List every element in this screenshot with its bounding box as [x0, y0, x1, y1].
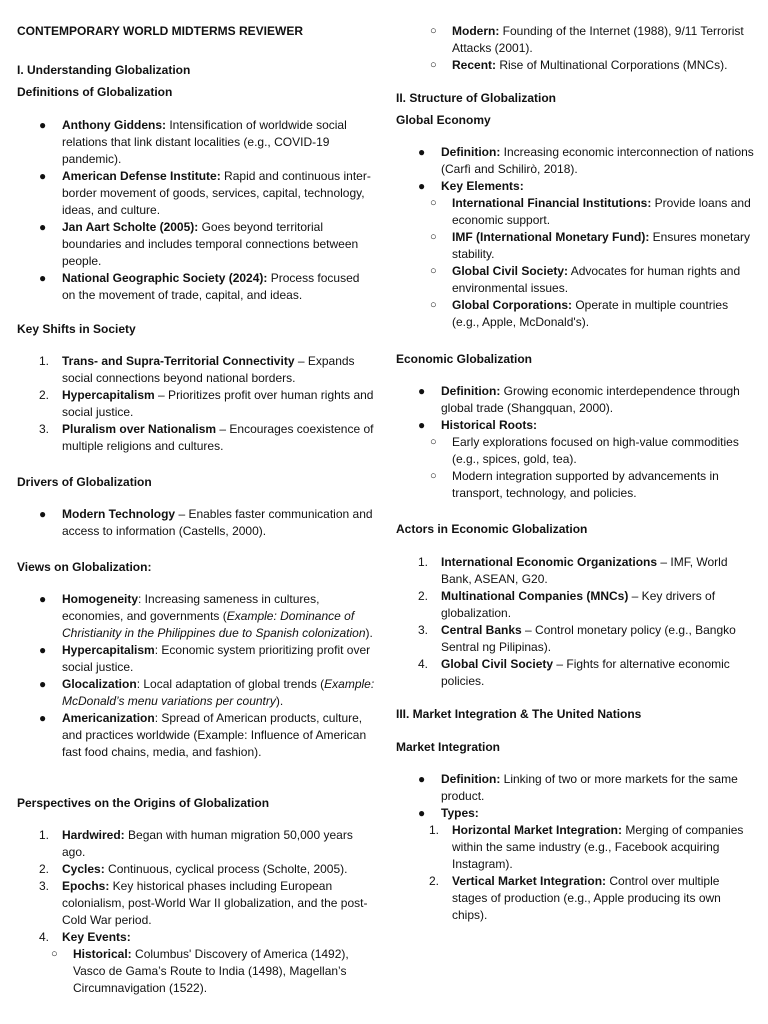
list-item: ● Modern Technology – Enables faster communication and access to information (Castells, 2000). [39, 507, 373, 538]
bullet-icon: ● [39, 507, 47, 521]
list-item: ● Key Elements: [418, 179, 524, 193]
market-integration-heading: Market Integration [396, 740, 501, 754]
list-item: ○ Modern: Founding of the Internet (1988), 9/11 Terrorist Attacks (2001). [430, 24, 744, 55]
economic-globalization-heading: Economic Globalization [396, 352, 533, 366]
circle-bullet-icon: ○ [430, 470, 437, 482]
list-item: ● Definition: Increasing economic interconnection of nations (Carfì and Schilirò, 2018). [418, 145, 754, 176]
economic-globalization-list [396, 383, 754, 502]
list-item: ○ Modern integration supported by advancements in transport, technology, and policies. [430, 469, 719, 500]
actors-list [396, 554, 754, 690]
views-list [17, 591, 375, 761]
list-item: ○ IMF (International Monetary Fund): Ensures monetary stability. [430, 230, 751, 261]
definitions-heading: Definitions of Globalization [17, 85, 173, 99]
circle-bullet-icon: ○ [430, 436, 437, 448]
list-item: ○ Recent: Rise of Multinational Corporations (MNCs). [430, 58, 728, 72]
bullet-icon: ● [418, 145, 426, 159]
actors-heading: Actors in Economic Globalization [396, 522, 588, 536]
list-item: ● Types: [418, 806, 479, 820]
list-item: ● Historical Roots: [418, 418, 538, 432]
list-item: ○ Global Civil Society: Advocates for human rights and environmental issues. [430, 264, 741, 295]
list-item: ● Definition: Growing economic interdependence through global trade (Shangquan, 2000). [418, 384, 740, 415]
circle-bullet-icon: ○ [430, 25, 437, 37]
bullet-icon: ● [418, 179, 426, 193]
list-item: ● Jan Aart Scholte (2005): Goes beyond territorial boundaries and includes temporal connections between people. [39, 220, 359, 268]
bullet-icon: ● [418, 806, 426, 820]
bullet-icon: ● [39, 271, 47, 285]
market-integration-list [396, 771, 754, 924]
bullet-icon: ● [418, 384, 426, 398]
drivers-list [17, 506, 375, 540]
list-item: 1. International Economic Organizations – IMF, World Bank, ASEAN, G20. [418, 555, 728, 586]
list-item: 2. Vertical Market Integration: Control over multiple stages of production (e.g., Apple producing its own chips). [429, 874, 721, 922]
list-item: 2. Multinational Companies (MNCs) – Key drivers of globalization. [418, 589, 716, 620]
views-heading: Views on Globalization: [17, 560, 152, 574]
bullet-icon: ● [39, 169, 47, 183]
list-item: ● Hypercapitalism: Economic system prioritizing profit over social justice. [39, 643, 371, 674]
circle-bullet-icon: ○ [51, 948, 58, 960]
document-title: CONTEMPORARY WORLD MIDTERMS REVIEWER [17, 24, 304, 38]
circle-bullet-icon: ○ [430, 299, 437, 311]
list-item: ● National Geographic Society (2024): Process focused on the movement of trade, capital, and ideas. [39, 271, 360, 302]
list-item: ○ International Financial Institutions: Provide loans and economic support. [430, 196, 751, 227]
list-item: ● Homogeneity: Increasing sameness in cultures, economies, and governments (Example: Dominance of Christianity in the Philippines due to Spanish colonization). [39, 592, 373, 640]
definitions-list [17, 117, 375, 304]
section-heading-3: III. Market Integration & The United Nations [396, 707, 642, 721]
circle-bullet-icon: ○ [430, 231, 437, 243]
bullet-icon: ● [418, 418, 426, 432]
list-item: 2. Hypercapitalism – Prioritizes profit over human rights and social justice. [39, 388, 374, 419]
list-item: ● American Defense Institute: Rapid and continuous inter-border movement of goods, services, capital, technology, ideas, and culture. [39, 169, 371, 217]
list-item: 2. Cycles: Continuous, cyclical process (Scholte, 2005). [39, 862, 348, 876]
drivers-heading: Drivers of Globalization [17, 475, 152, 489]
list-item: ● Definition: Linking of two or more markets for the same product. [418, 772, 738, 803]
origins-list [17, 827, 375, 997]
global-economy-list [396, 144, 754, 331]
list-item: ● Americanization: Spread of American products, culture, and practices worldwide (Example: Influence of American fast food chains, media, and fashion). [39, 711, 367, 759]
bullet-icon: ● [39, 592, 47, 606]
global-economy-heading: Global Economy [396, 113, 491, 127]
section-heading-1: I. Understanding Globalization [17, 63, 191, 77]
key-events-continued-list [396, 23, 754, 74]
bullet-icon: ● [39, 677, 47, 691]
origins-heading: Perspectives on the Origins of Globalization [17, 796, 270, 810]
bullet-icon: ● [39, 118, 47, 132]
list-item: 1. Trans- and Supra-Territorial Connectivity – Expands social connections beyond national borders. [39, 354, 355, 385]
list-item: ● Anthony Giddens: Intensification of worldwide social relations that link distant localities (e.g., COVID-19 pandemic). [39, 118, 347, 166]
bullet-icon: ● [39, 711, 47, 725]
list-item: 3. Pluralism over Nationalism – Encourages coexistence of multiple religions and cultures. [39, 422, 374, 453]
list-item: 1. Horizontal Market Integration: Merging of companies within the same industry (e.g., Facebook acquiring Instagram). [429, 823, 744, 871]
bullet-icon: ● [39, 643, 47, 657]
list-item: 3. Central Banks – Control monetary policy (e.g., Bangko Sentral ng Pilipinas). [418, 623, 736, 654]
list-item: 4. Key Events: [39, 930, 131, 944]
key-shifts-list [17, 353, 375, 455]
list-item: ○ Historical: Columbus' Discovery of America (1492), Vasco de Gama’s Route to India (1498), Magellan’s Circumnavigation (1522). [51, 947, 349, 995]
bullet-icon: ● [418, 772, 426, 786]
key-shifts-heading: Key Shifts in Society [17, 322, 136, 336]
circle-bullet-icon: ○ [430, 265, 437, 277]
list-item: 1. Hardwired: Began with human migration 50,000 years ago. [39, 828, 353, 859]
list-item: ○ Global Corporations: Operate in multiple countries (e.g., Apple, McDonald's). [430, 298, 729, 329]
section-heading-2: II. Structure of Globalization [396, 91, 557, 105]
circle-bullet-icon: ○ [430, 197, 437, 209]
list-item: 4. Global Civil Society – Fights for alternative economic policies. [418, 657, 730, 688]
circle-bullet-icon: ○ [430, 59, 437, 71]
list-item: ● Glocalization: Local adaptation of global trends (Example: McDonald’s menu variations per country). [39, 677, 375, 708]
list-item: ○ Early explorations focused on high-value commodities (e.g., spices, gold, tea). [430, 435, 739, 466]
bullet-icon: ● [39, 220, 47, 234]
list-item: 3. Epochs: Key historical phases including European colonialism, post-World War II globalization, and the post-Cold War period. [39, 879, 368, 927]
